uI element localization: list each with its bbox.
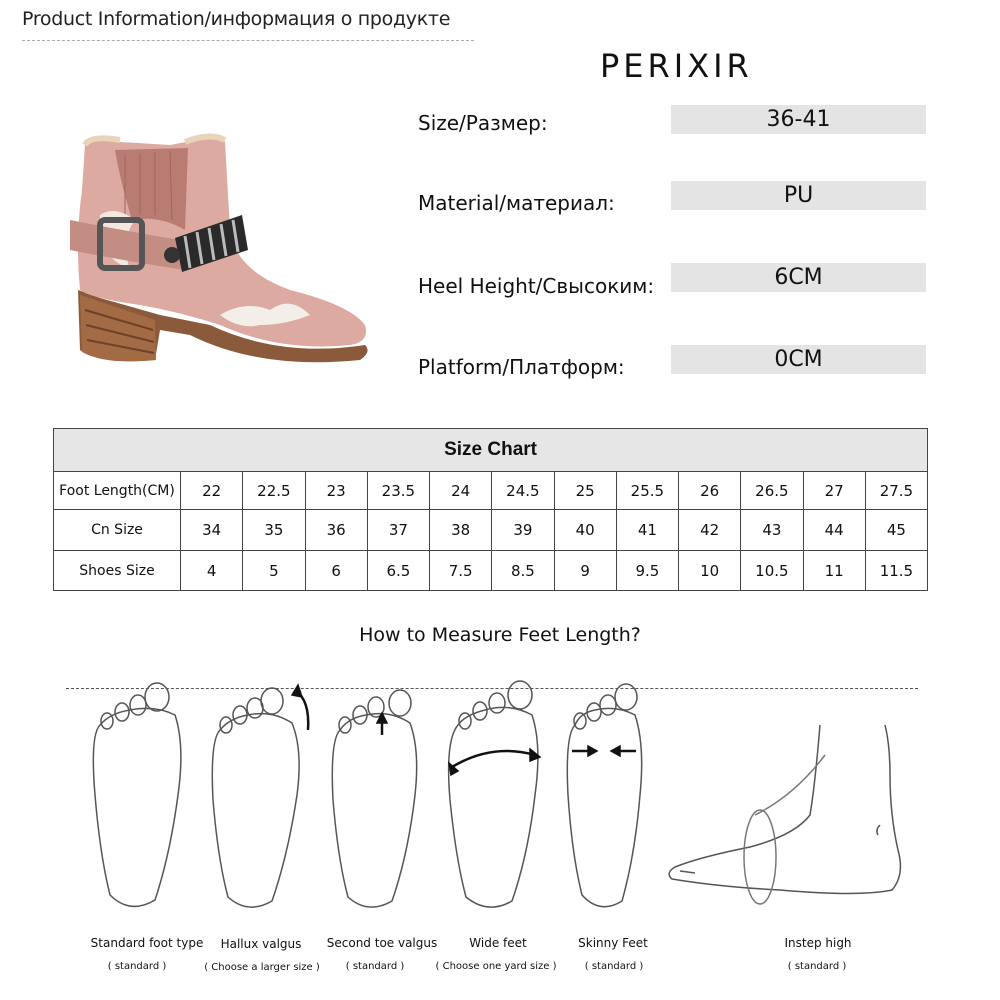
spec-material-value: PU: [671, 181, 926, 210]
standard-foot-drawing: [93, 683, 181, 906]
brand-name: PERIXIR: [600, 47, 753, 85]
table-cell: 43: [741, 510, 803, 551]
row-header: Cn Size: [54, 510, 181, 551]
table-cell: 4: [181, 551, 243, 591]
table-cell: 45: [865, 510, 927, 551]
foot-types-illustration: [60, 675, 940, 920]
spec-heel-height-value: 6CM: [671, 263, 926, 292]
table-cell: 26.5: [741, 472, 803, 510]
instep-high-foot-drawing: [669, 725, 900, 904]
foot-label-skinny-feet: Skinny Feet: [578, 936, 648, 950]
foot-note-wide-feet: ( Choose one yard size ): [435, 961, 557, 972]
table-row-shoes-size: [54, 551, 928, 591]
skinny-feet-foot-drawing: [567, 684, 641, 907]
spec-platform-label: Platform/Платформ:: [418, 355, 625, 379]
foot-note-instep-high: ( standard ): [787, 961, 847, 972]
foot-note-skinny-feet: ( standard ): [584, 961, 644, 972]
table-cell: 25.5: [616, 472, 678, 510]
foot-label-standard: Standard foot type: [90, 936, 204, 950]
table-cell: 38: [430, 510, 492, 551]
spec-heel-height-label: Heel Height/Свысоким:: [418, 274, 655, 298]
spec-platform-value: 0CM: [671, 345, 926, 374]
measure-title: How to Measure Feet Length?: [359, 624, 641, 646]
table-cell: 6.5: [367, 551, 429, 591]
foot-label-hallux-valgus: Hallux valgus: [220, 937, 302, 951]
table-cell: 39: [492, 510, 554, 551]
table-cell: 34: [181, 510, 243, 551]
row-header: Shoes Size: [54, 551, 181, 591]
table-cell: 23: [305, 472, 367, 510]
spec-size-value: 36-41: [671, 105, 926, 134]
foot-note-standard: ( standard ): [107, 961, 167, 972]
table-cell: 6: [305, 551, 367, 591]
table-cell: 7.5: [430, 551, 492, 591]
foot-label-second-toe-valgus: Second toe valgus: [326, 936, 438, 950]
table-cell: 40: [554, 510, 616, 551]
table-cell: 26: [679, 472, 741, 510]
table-cell: 22: [181, 472, 243, 510]
table-cell: 24.5: [492, 472, 554, 510]
table-cell: 36: [305, 510, 367, 551]
table-cell: 23.5: [367, 472, 429, 510]
table-cell: 9: [554, 551, 616, 591]
second-toe-valgus-foot-drawing: [332, 690, 416, 907]
size-chart-table: [53, 428, 928, 591]
spec-size-label: Size/Размер:: [418, 111, 548, 135]
foot-note-hallux-valgus: ( Choose a larger size ): [204, 962, 320, 973]
table-cell: 11: [803, 551, 865, 591]
table-cell: 27.5: [865, 472, 927, 510]
foot-label-wide-feet: Wide feet: [469, 936, 527, 950]
table-cell: 5: [243, 551, 305, 591]
table-cell: 27: [803, 472, 865, 510]
table-cell: 10.5: [741, 551, 803, 591]
foot-note-second-toe-valgus: ( standard ): [345, 961, 405, 972]
table-row-foot-length: [54, 472, 928, 510]
table-cell: 10: [679, 551, 741, 591]
table-cell: 9.5: [616, 551, 678, 591]
spec-material-label: Material/материал:: [418, 191, 615, 215]
table-cell: 22.5: [243, 472, 305, 510]
header-divider: [22, 40, 474, 41]
hallux-valgus-foot-drawing: [212, 685, 308, 907]
size-chart-title: Size Chart: [54, 429, 928, 472]
table-cell: 44: [803, 510, 865, 551]
foot-label-instep-high: Instep high: [784, 936, 852, 950]
boot-product-image: [60, 120, 390, 390]
header-title: Product Information/информация о продукте: [22, 8, 451, 30]
table-cell: 11.5: [865, 551, 927, 591]
table-cell: 42: [679, 510, 741, 551]
wide-feet-foot-drawing: [449, 681, 540, 907]
table-cell: 35: [243, 510, 305, 551]
table-cell: 41: [616, 510, 678, 551]
table-cell: 37: [367, 510, 429, 551]
table-cell: 8.5: [492, 551, 554, 591]
table-cell: 25: [554, 472, 616, 510]
table-cell: 24: [430, 472, 492, 510]
row-header: Foot Length(CM): [54, 472, 181, 510]
table-row-cn-size: [54, 510, 928, 551]
